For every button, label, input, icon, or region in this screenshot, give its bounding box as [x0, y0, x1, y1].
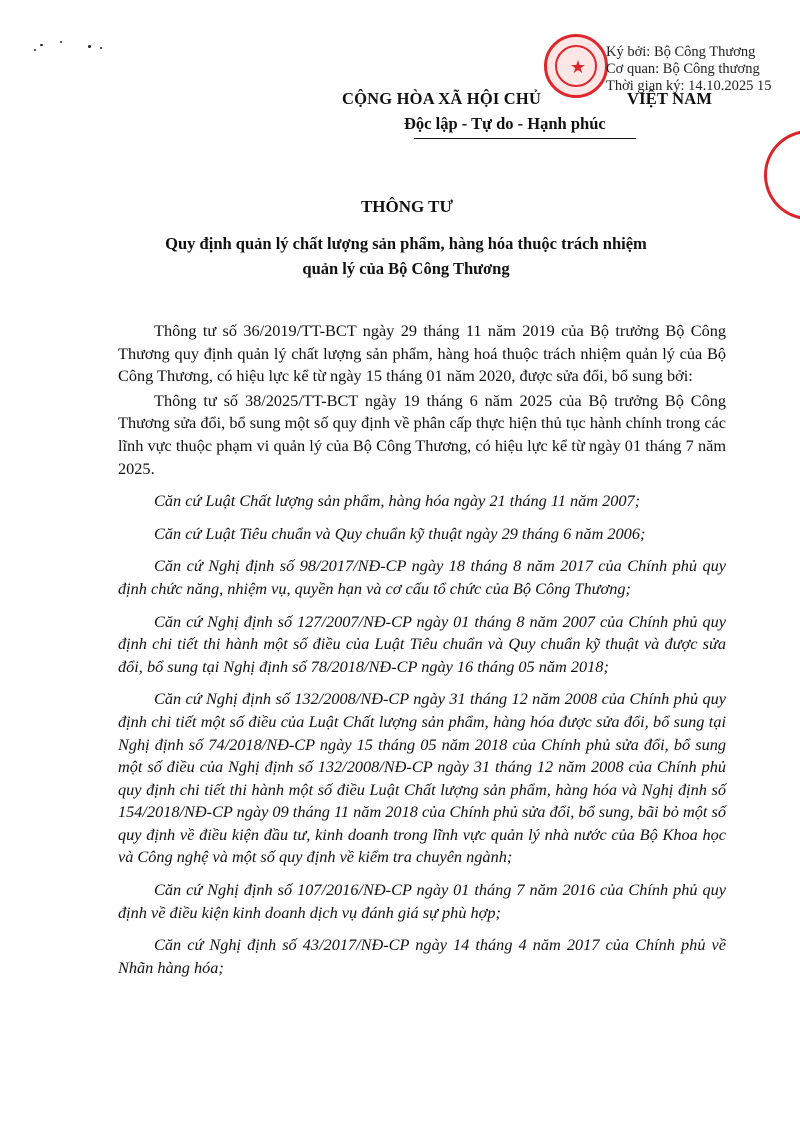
- digital-signature-block: [606, 44, 772, 95]
- national-name-right: VIỆT NAM: [627, 89, 713, 108]
- legal-basis-paragraph: Căn cứ Nghị định số 43/2017/NĐ-CP ngày 14 tháng 4 năm 2017 của Chính phủ về Nhãn hàng hóa;: [118, 935, 726, 977]
- legal-basis-paragraph: Căn cứ Luật Chất lượng sản phẩm, hàng hóa ngày 21 tháng 11 năm 2007;: [154, 491, 641, 511]
- national-motto: Độc lập - Tự do - Hạnh phúc: [404, 114, 606, 133]
- legal-basis-paragraph: Căn cứ Luật Tiêu chuẩn và Quy chuẩn kỹ thuật ngày 29 tháng 6 năm 2006;: [154, 523, 646, 543]
- subtitle-line-1: Quy định quản lý chất lượng sản phẩm, hàng hóa thuộc trách nhiệm: [165, 234, 647, 253]
- signature-seal-icon: ★: [544, 34, 608, 98]
- paragraph: Thông tư số 38/2025/TT-BCT ngày 19 tháng 6 năm 2025 của Bộ trưởng Bộ Công Thương sửa đổi, bổ sung một số quy định về phân cấp thực hiện thủ tục hành chính trong các lĩnh vực thuộc phạm vi quản lý của Bộ Công Thương, có hiệu lực kể từ ngày 01 tháng 7 năm 2025.: [118, 390, 726, 478]
- paragraph: Thông tư số 36/2019/TT-BCT ngày 29 tháng 11 năm 2019 của Bộ trưởng Bộ Công Thương quy định quản lý chất lượng sản phẩm, hàng hoá thuộc trách nhiệm quản lý của Bộ Công Thương, có hiệu lực kể từ ngày 15 tháng 01 năm 2020, được sửa đổi, bổ sung bởi:: [118, 321, 726, 386]
- legal-basis-paragraph: Căn cứ Nghị định số 127/2007/NĐ-CP ngày 01 tháng 8 năm 2007 của Chính phủ quy định chi tiết thi hành một số điều của Luật Tiêu chuẩn và Quy chuẩn kỹ thuật và được sửa đổi, bổ sung tại Nghị định số 78/2018/NĐ-CP ngày 16 tháng 05 năm 2018;: [118, 611, 726, 676]
- signature-agency: Cơ quan: Bộ Công thương: [606, 61, 760, 77]
- national-name-left: CỘNG HÒA XÃ HỘI CHỦ: [342, 89, 542, 108]
- document-subtitle: [120, 231, 692, 281]
- signature-time: Thời gian ký: 14.10.2025 15: [606, 78, 772, 94]
- subtitle-line-2: quản lý của Bộ Công Thương: [302, 259, 510, 278]
- signature-signed-by: Ký bởi: Bộ Công Thương: [606, 44, 756, 60]
- document-type-title: THÔNG TƯ: [360, 197, 454, 216]
- motto-underline: [414, 138, 636, 139]
- legal-basis-paragraph: Căn cứ Nghị định số 107/2016/NĐ-CP ngày 01 tháng 7 năm 2016 của Chính phủ quy định về điều kiện kinh doanh dịch vụ đánh giá sự phù hợp;: [118, 880, 726, 922]
- document-body: [118, 320, 726, 979]
- legal-basis-paragraph: Căn cứ Nghị định số 98/2017/NĐ-CP ngày 18 tháng 8 năm 2017 của Chính phủ quy định chức năng, nhiệm vụ, quyền hạn và cơ cấu tổ chức của Bộ Công Thương;: [118, 556, 726, 598]
- legal-basis-paragraph: Căn cứ Nghị định số 132/2008/NĐ-CP ngày 31 tháng 12 năm 2008 của Chính phủ quy định chi tiết một số điều của Luật Chất lượng sản phẩm, hàng hóa được sửa đổi, bổ sung tại Nghị định số 74/2018/NĐ-CP ngày 15 tháng 05 năm 2018 của Chính phủ sửa đổi, bổ sung một số điều của Nghị định số 132/2008/NĐ-CP ngày 31 tháng 12 năm 2008 của Chính phủ quy định chi tiết thi hành một số điều Luật Chất lượng sản phẩm, hàng hóa và Nghị định số 154/2018/NĐ-CP ngày 09 tháng 11 năm 2018 của Chính phủ sửa đổi, bổ sung, bãi bỏ một số quy định về điều kiện đầu tư, kinh doanh trong lĩnh vực quản lý nhà nước của Bộ Khoa học và Công nghệ và một số quy định về kiểm tra chuyên ngành;: [118, 689, 726, 867]
